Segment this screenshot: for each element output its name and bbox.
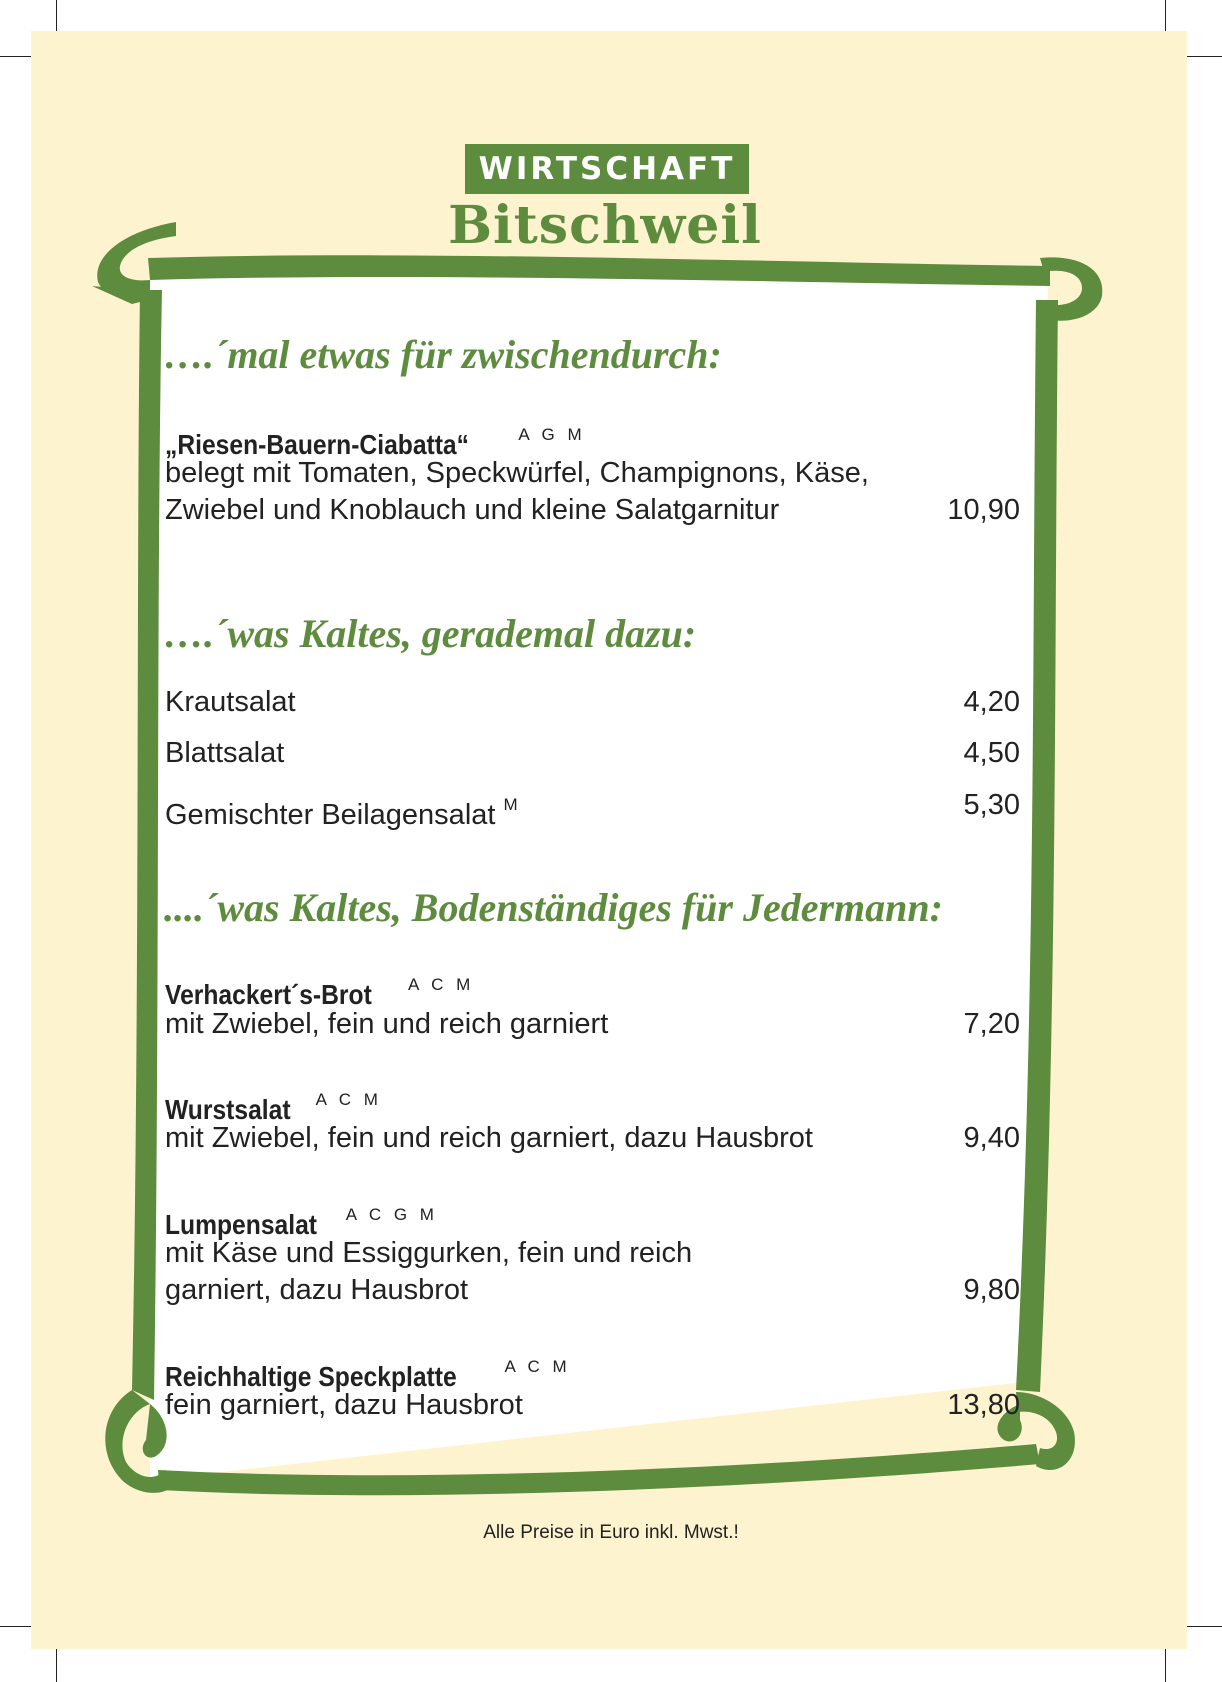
menu-item-description: mit Zwiebel, fein und reich garniert, dazu Hausbrot <box>165 1122 813 1154</box>
section-heading: ….´mal etwas für zwischendurch: <box>164 332 722 377</box>
menu-item-name: Blattsalat <box>165 737 285 769</box>
menu-item-description: mit Käse und Essiggurken, fein und reich <box>165 1237 693 1269</box>
logo-text-script: Bitschweil <box>448 195 762 256</box>
menu-item-name: „Riesen-Bauern-Ciabatta“ <box>165 429 469 460</box>
menu-item-price: 5,30 <box>963 789 1020 821</box>
menu-item-name: Gemischter Beilagensalat <box>165 799 496 831</box>
menu-item-price: 4,50 <box>963 737 1020 769</box>
logo-text-top: WIRTSCHAFT <box>478 150 736 187</box>
menu-item-description: fein garniert, dazu Hausbrot <box>165 1389 523 1421</box>
allergen-codes: A C G M <box>345 1205 438 1224</box>
menu-item-name: Krautsalat <box>165 686 296 718</box>
section-heading: ….´was Kaltes, gerademal dazu: <box>164 611 697 656</box>
menu-item-price: 10,90 <box>947 494 1020 526</box>
menu-item-name: Wurstsalat <box>165 1094 291 1125</box>
logo-badge <box>465 144 749 194</box>
allergen-codes: A C M <box>504 1357 571 1376</box>
menu-item-name: Verhackert´s-Brot <box>165 979 372 1010</box>
price-footnote: Alle Preise in Euro inkl. Mwst.! <box>483 1522 739 1543</box>
section-heading: ....´was Kaltes, Bodenständiges für Jedermann: <box>164 885 943 930</box>
menu-item-price: 9,40 <box>963 1122 1020 1154</box>
menu-item-name: Lumpensalat <box>165 1209 317 1240</box>
menu-item-description: belegt mit Tomaten, Speckwürfel, Champignons, Käse, <box>165 457 869 489</box>
menu-item-description: garniert, dazu Hausbrot <box>165 1274 469 1306</box>
menu-item-price: 4,20 <box>963 686 1020 718</box>
menu-item-description: mit Zwiebel, fein und reich garniert <box>165 1008 609 1040</box>
menu-item-description: Zwiebel und Knoblauch und kleine Salatgarnitur <box>165 494 780 526</box>
menu-item-price: 7,20 <box>963 1008 1020 1040</box>
allergen-codes: A C M <box>315 1090 382 1109</box>
menu-item-price: 9,80 <box>963 1274 1020 1306</box>
menu-item-name: Reichhaltige Speckplatte <box>165 1361 457 1392</box>
allergen-codes: A G M <box>518 425 586 444</box>
menu-item-price: 13,80 <box>947 1389 1020 1421</box>
allergen-codes: A C M <box>407 975 475 994</box>
allergen-codes: M <box>503 795 522 814</box>
